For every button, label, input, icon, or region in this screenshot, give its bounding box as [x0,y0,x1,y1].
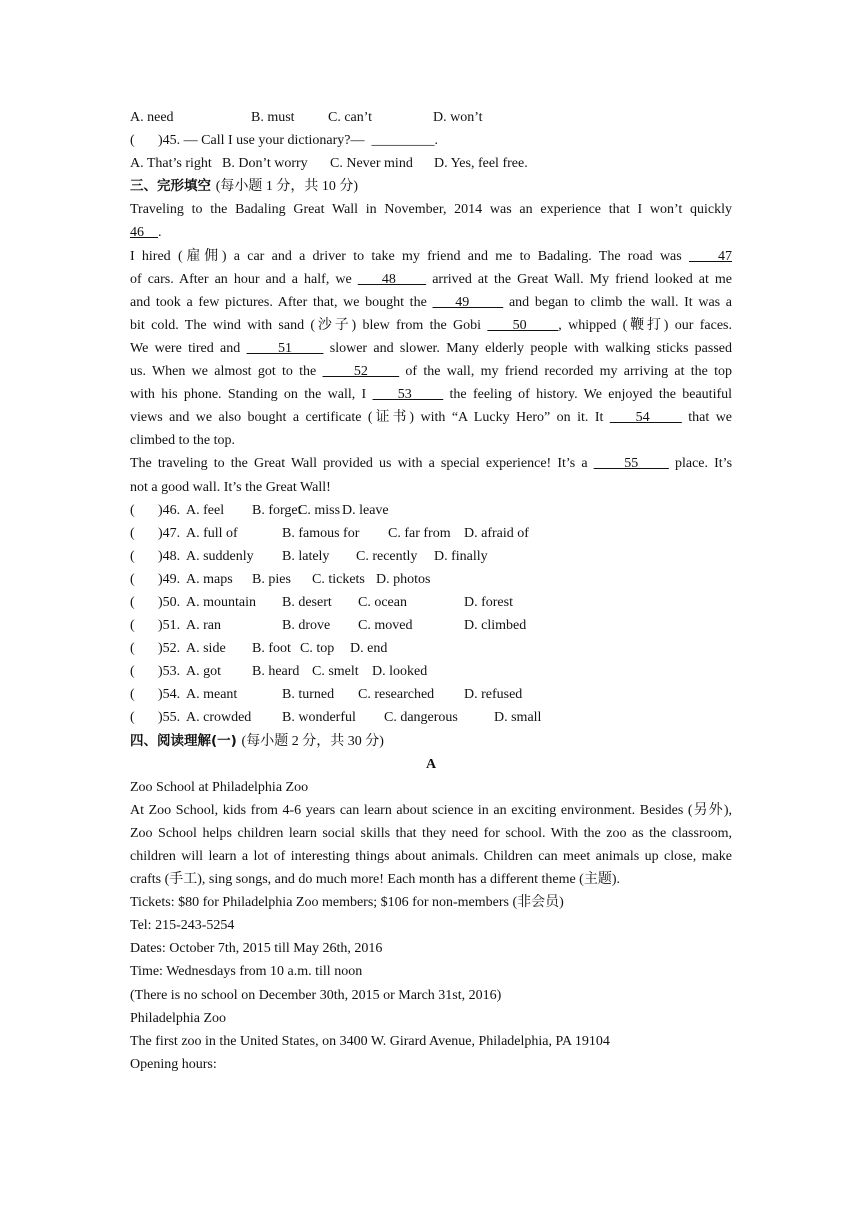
question-number: )49. [158,571,181,587]
option: A. ran [186,618,221,634]
passage-text: Traveling to the Badaling Great Wall in November, 2014 was an experience that I won’t quickly [130,202,732,218]
option: A. maps [186,571,233,587]
option: C. Never mind [330,156,413,172]
zoo-description: The first zoo in the United States, on 3400 W. Girard Avenue, Philadelphia, PA 19104 [130,1033,610,1049]
option: B. turned [282,687,335,703]
answer-paren: ( [130,618,135,634]
option: A. need [130,110,174,125]
option: D. leave [342,502,389,518]
question-row [130,545,732,568]
option: B. lately [282,548,330,564]
passage-line [130,198,732,221]
passage-label: A [425,756,437,772]
cloze-questions [130,499,732,730]
answer-paren: ( [130,710,135,726]
section-note: (每小题 1 分，共 10 分) [215,179,359,195]
passage-line [130,429,732,452]
option: A. side [186,641,226,657]
passage-text: us. When we almost got to the [130,364,317,380]
passage-text: , whipped (鞭打) our faces. [558,317,733,333]
passage-text: arrived at the Great Wall. My friend looked at me [432,271,733,287]
section-note: (每小题 2 分，共 30 分) [241,733,384,749]
option: C. tickets [312,571,365,587]
passage-line [130,476,732,499]
option: B. drove [282,618,331,634]
answer-paren: ( [130,664,135,680]
blank-47: 47 [688,248,733,264]
answer-paren: ( [130,133,135,149]
exam-page [130,106,732,1076]
blank-46: 46 [130,225,158,241]
blank-54: 54 [609,410,682,426]
option: B. must [251,110,295,125]
answer-paren: ( [130,525,135,541]
section-3-heading [130,175,732,198]
question-number: )48. [158,548,181,564]
passage-title: Zoo School at Philadelphia Zoo [130,779,309,795]
blank-55: 55 [593,456,669,472]
passage-line [130,245,732,268]
option: C. top [300,641,335,657]
passage-text: and took a few pictures. After that, we bought the [130,294,427,310]
time-info: Time: Wednesdays from 10 a.m. till noon [130,964,363,980]
q44-options [130,106,732,129]
option: D. photos [376,571,431,587]
option: D. looked [372,664,428,680]
passage-text: I hired (雇佣) a car and a driver to take my friend and me to Badaling. The road was [130,248,682,264]
question-row [130,683,732,706]
option: B. forget [252,502,302,518]
section-title: 三、完形填空 [130,178,211,195]
option: D. finally [434,548,488,564]
passage-body: At Zoo School, kids from 4-6 years can learn about science in an exciting environment. Besides (另外), Zoo School helps children learn social skills that they need for school. With the zoo as the classroom, children will learn a lot of interesting things about animals. Children can meet animals up close, make crafts (手工), sing songs, and do much more! Each month has a different theme (主题). [130,802,732,888]
option: D. afraid of [464,525,529,541]
passage-line [130,337,732,360]
question-row [130,706,732,729]
option: A. full of [186,525,238,541]
option: A. got [186,664,221,680]
answer-paren: ( [130,687,135,703]
blank-52: 52 [322,364,400,380]
passage-text: the feeling of history. We enjoyed the beautiful [449,387,733,403]
passage-text: of the wall, my friend recorded my arriving at the top [405,364,733,380]
option: B. foot [252,641,291,657]
option: A. meant [186,687,238,703]
passage-text: bit cold. The wind with sand (沙子) blew from the Gobi [130,317,482,333]
option: C. ocean [358,594,407,610]
option: D. Yes, feel free. [434,156,528,172]
answer-blank: _________ [371,133,435,149]
passage-line [130,383,732,406]
dates-info: Dates: October 7th, 2015 till May 26th, 2016 [130,941,383,957]
question-row [130,614,732,637]
passage-line [130,360,732,383]
option: C. smelt [312,664,359,680]
passage-line [130,291,732,314]
blank-50: 50 [487,317,559,333]
blank-48: 48 [357,271,427,287]
option: B. desert [282,594,332,610]
answer-paren: ( [130,502,135,518]
question-row [130,637,732,660]
zoo-name: Philadelphia Zoo [130,1010,227,1026]
question-number: )51. [158,618,181,634]
tickets-info: Tickets: $80 for Philadelphia Zoo members; $106 for non-members (非会员) [130,895,564,911]
q45-stem [130,129,732,152]
question-number: )47. [158,525,181,541]
no-school-note: (There is no school on December 30th, 2015 or March 31st, 2016) [130,987,502,1003]
tel-info: Tel: 215-243-5254 [130,918,235,934]
passage-line [130,268,732,291]
option: C. miss [298,502,341,518]
opening-hours-label: Opening hours: [130,1056,217,1072]
option: C. dangerous [384,710,458,726]
question-number: )54. [158,687,181,703]
question-number: )55. [158,710,181,726]
option: D. climbed [464,618,527,634]
passage-text: climbed to the top. [130,433,235,449]
passage-line [130,314,732,337]
passage-text: of cars. After an hour and a half, we [130,271,352,287]
passage-line [130,452,732,475]
passage-text: The traveling to the Great Wall provided us with a special experience! It’s a [130,456,588,472]
question-row [130,568,732,591]
passage-text: We were tired and [130,340,241,356]
option: D. refused [464,687,523,703]
question-row [130,499,732,522]
passage-text: views and we also bought a certificate (证书) with “A Lucky Hero” on it. It [130,410,604,426]
answer-paren: ( [130,548,135,564]
question-number: )46. [158,502,181,518]
passage-text: not a good wall. It’s the Great Wall! [130,479,331,495]
answer-paren: ( [130,571,135,587]
option: B. wonderful [282,710,356,726]
option: A. crowded [186,710,252,726]
answer-paren: ( [130,594,135,610]
question-text: )45. — Call I use your dictionary?— [158,133,365,149]
option: D. won’t [433,110,483,125]
answer-paren: ( [130,641,135,657]
section-4-heading [130,730,732,753]
blank-51: 51 [246,340,324,356]
option: A. feel [186,502,225,518]
passage-text: place. It’s [674,456,733,472]
option: D. end [350,641,388,657]
q45-options [130,152,732,175]
question-row [130,522,732,545]
option: D. small [494,710,542,726]
option: A. suddenly [186,548,254,564]
option: A. That’s right [130,156,212,172]
option: B. heard [252,664,300,680]
option: B. pies [252,571,291,587]
option: C. researched [358,687,435,703]
punctuation: . [434,133,438,149]
option: C. far from [388,525,451,541]
passage-text: that we [688,410,733,426]
passage-text: and began to climb the wall. It was a [508,294,733,310]
option: C. recently [356,548,418,564]
question-row [130,591,732,614]
option: B. famous for [282,525,360,541]
question-number: )50. [158,594,181,610]
question-number: )52. [158,641,181,657]
blank-49: 49 [432,294,504,310]
section-title: 四、阅读理解(一) [130,732,237,749]
passage-text: with his phone. Standing on the wall, I [130,387,367,403]
option: A. mountain [186,594,256,610]
option: C. can’t [328,110,373,125]
question-number: )53. [158,664,181,680]
question-row [130,660,732,683]
passage-line [130,406,732,429]
option: B. Don’t worry [222,156,308,172]
blank-53: 53 [372,387,444,403]
passage-line: 46 . [130,225,162,241]
option: D. forest [464,594,513,610]
passage-text: slower and slower. Many elderly people with walking sticks passed [329,340,733,356]
option: C. moved [358,618,413,634]
